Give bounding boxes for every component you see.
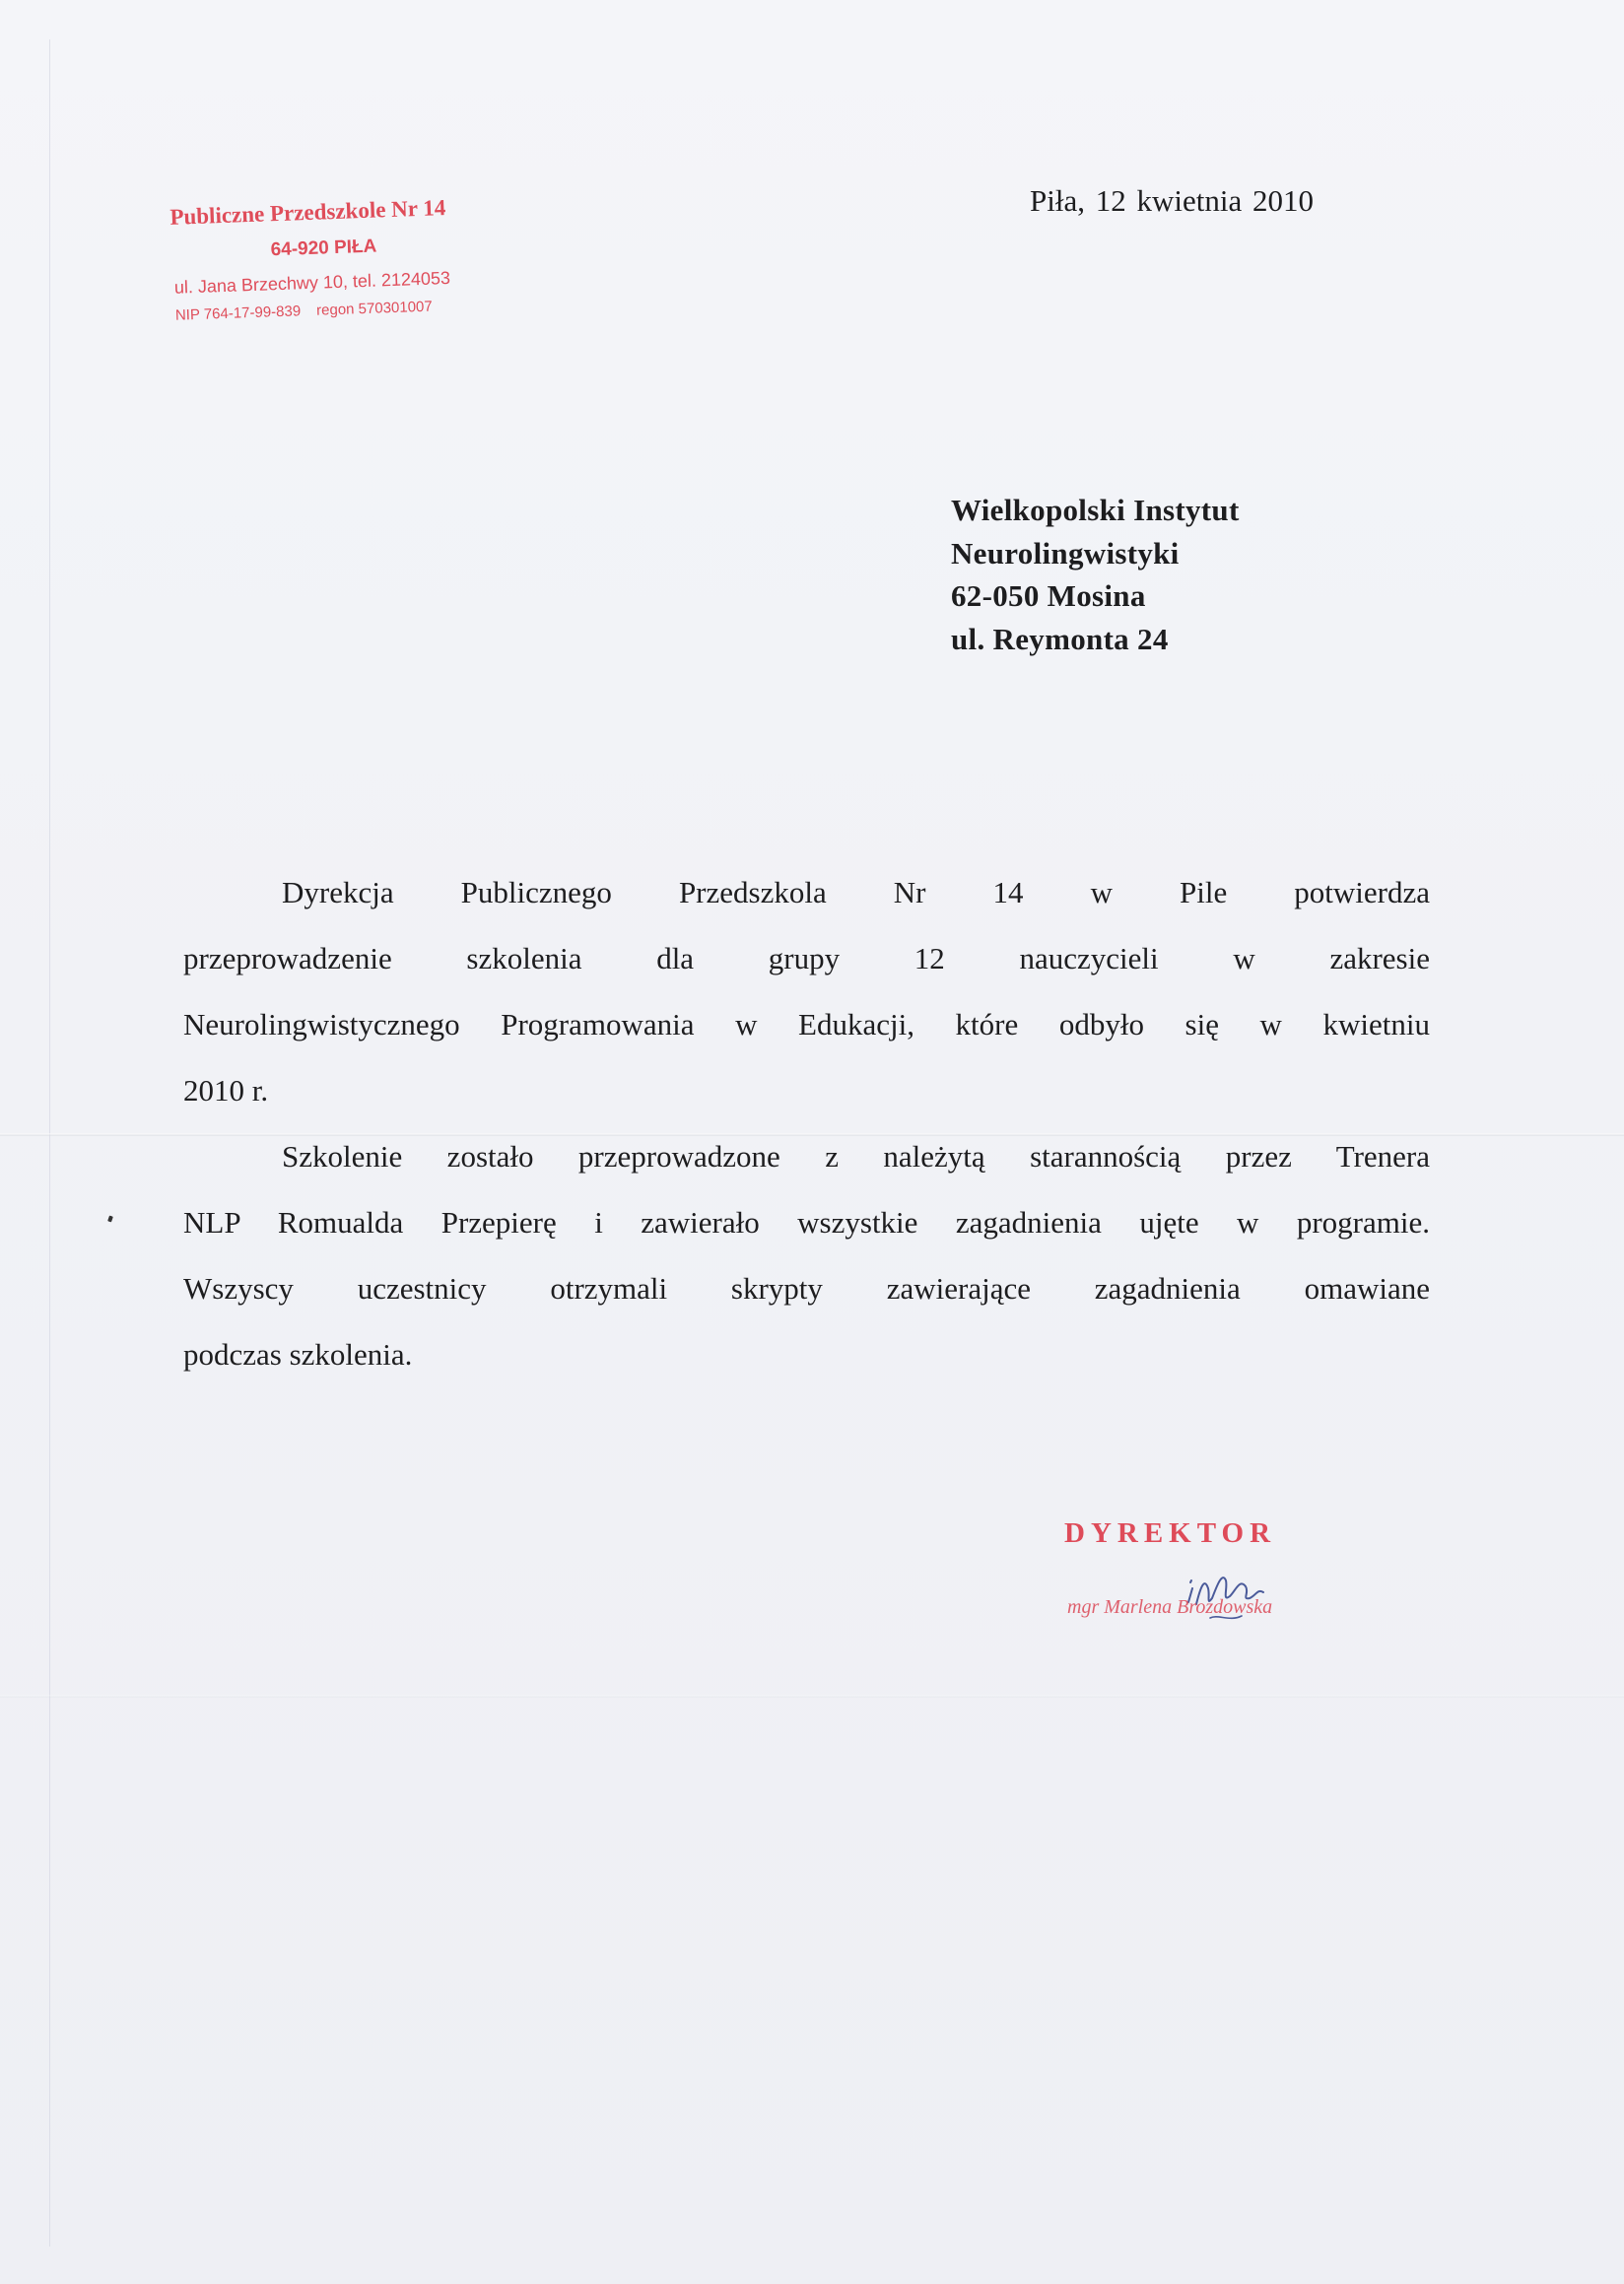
recipient-line: Neurolingwistyki: [951, 535, 1180, 571]
director-stamp-title: DYREKTOR: [1064, 1517, 1277, 1549]
body-line: Szkolenie zostało przeprowadzone z należytą starannością przez Trenera: [282, 1139, 1430, 1174]
director-name: mgr Marlena Brozdowska: [1067, 1596, 1273, 1618]
body-line: Wszyscy uczestnicy otrzymali skrypty zawierające zagadnienia omawiane: [183, 1271, 1430, 1306]
stamp-address: ul. Jana Brzechwy 10, tel. 2124053: [173, 267, 451, 298]
margin-line: [49, 39, 50, 2247]
stamp-nip: NIP 764-17-99-839: [174, 302, 302, 324]
recipient-address: [951, 489, 1240, 660]
stamp-regon: regon 570301007: [315, 298, 433, 319]
body-line: przeprowadzenie szkolenia dla grupy 12 nauczycieli w zakresie: [183, 941, 1430, 975]
recipient-line: ul. Reymonta 24: [951, 621, 1169, 656]
body-paragraph: [183, 1123, 1430, 1387]
body-line: 2010 r.: [183, 1073, 269, 1108]
body-line: Neurolingwistycznego Programowania w Edukacji, które odbyło się w kwietniu: [183, 1007, 1430, 1041]
paper-speck: [107, 1215, 113, 1222]
body-line: Dyrekcja Publicznego Przedszkola Nr 14 w Pile potwierdza: [282, 875, 1430, 909]
letter-body: [183, 859, 1430, 1387]
stamp-ids: [175, 299, 433, 324]
body-paragraph: [183, 859, 1430, 1123]
school-header-stamp: [166, 191, 560, 324]
body-line: NLP Romualda Przepierę i zawierało wszystkie zagadnienia ujęte w programie.: [183, 1205, 1430, 1240]
letter-date: Piła, 12 kwietnia 2010: [1030, 183, 1314, 218]
recipient-line: Wielkopolski Instytut: [951, 493, 1240, 527]
recipient-line: 62-050 Mosina: [951, 578, 1146, 613]
stamp-postal-city: 64-920 PIŁA: [270, 235, 377, 261]
stamp-school-name: Publiczne Przedszkole Nr 14: [169, 195, 446, 230]
body-line: podczas szkolenia.: [183, 1337, 413, 1372]
director-signature-block: [1064, 1517, 1360, 1646]
paper-fold: [0, 1695, 1624, 1698]
